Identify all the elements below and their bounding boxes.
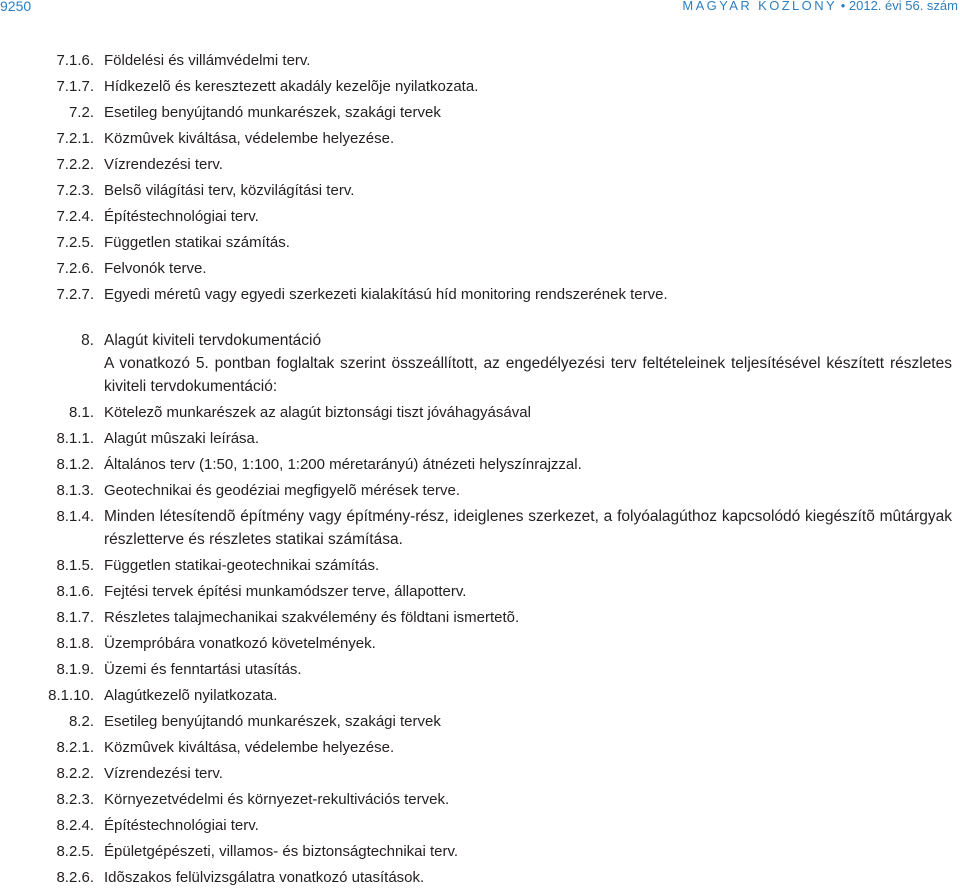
section-description: A vonatkozó 5. pontban foglaltak szerint összeállított, az engedélyezési terv feltételeinek teljesítésével készített részletes kiviteli tervdokumentáció:	[104, 355, 952, 395]
item-number: 8.1.6.	[56, 583, 94, 600]
item-number: 8.1.4.	[56, 508, 94, 525]
item-number: 7.1.6.	[56, 52, 94, 69]
section-8-list	[0, 403, 960, 894]
list-item	[0, 51, 960, 77]
item-text: Fejtési tervek építési munkamódszer terve, állapotterv.	[104, 583, 467, 600]
list-item	[0, 816, 960, 842]
item-number: 8.2.3.	[56, 791, 94, 808]
item-number: 8.1.8.	[56, 635, 94, 652]
item-number: 8.1.9.	[56, 661, 94, 678]
item-text: Felvonók terve.	[104, 260, 207, 277]
item-text: Közmûvek kiváltása, védelembe helyezése.	[104, 130, 395, 147]
item-text: Építéstechnológiai terv.	[104, 817, 259, 834]
list-item	[0, 233, 960, 259]
item-number: 8.2.	[68, 713, 94, 730]
item-text: Építéstechnológiai terv.	[104, 208, 259, 225]
section-title: Alagút kiviteli tervdokumentáció	[104, 332, 322, 349]
item-text: Alagút mûszaki leírása.	[104, 430, 260, 447]
list-item	[0, 455, 960, 481]
item-number: 8.1.10.	[48, 687, 94, 704]
item-number: 7.1.7.	[56, 78, 94, 95]
section-heading	[0, 331, 960, 352]
item-text: Független statikai számítás.	[104, 234, 290, 251]
item-text: Minden létesítendõ építmény vagy építmény-rész, ideiglenes szerkezet, a folyóalagúthoz kapcsolódó kiegészítõ mûtárgyak részletterve és részletes statikai számítása.	[104, 508, 952, 548]
item-text: Vízrendezési terv.	[104, 156, 223, 173]
item-number: 8.2.1.	[56, 739, 94, 756]
item-text: Épületgépészeti, villamos- és biztonságtechnikai terv.	[104, 843, 459, 860]
journal-title	[682, 0, 958, 13]
list-item	[0, 481, 960, 507]
item-text: Geotechnikai és geodéziai megfigyelõ mérések terve.	[104, 482, 461, 499]
list-item	[0, 129, 960, 155]
item-number: 8.2.4.	[56, 817, 94, 834]
item-number: 7.2.6.	[56, 260, 94, 277]
issue-label: 2012. évi 56. szám	[848, 0, 958, 13]
item-text: Részletes talajmechanikai szakvélemény és földtani ismertetõ.	[104, 609, 520, 626]
list-item	[0, 507, 960, 556]
list-item	[0, 790, 960, 816]
list-item	[0, 660, 960, 686]
list-item	[0, 155, 960, 181]
item-text: Független statikai-geotechnikai számítás.	[104, 557, 380, 574]
item-text: Idõszakos felülvizsgálatra vonatkozó utasítások.	[104, 869, 425, 886]
section-7-list	[0, 51, 960, 311]
list-item	[0, 764, 960, 790]
list-item	[0, 634, 960, 660]
item-text: Egyedi méretû vagy egyedi szerkezeti kialakítású híd monitoring rendszerének terve.	[104, 286, 668, 303]
list-item	[0, 868, 960, 894]
item-number: 7.2.5.	[56, 234, 94, 251]
list-item	[0, 77, 960, 103]
list-item	[0, 103, 960, 129]
item-number: 8.1.3.	[56, 482, 94, 499]
item-number: 8.2.2.	[56, 765, 94, 782]
item-text: Kötelezõ munkarészek az alagút biztonsági tiszt jóváhagyásával	[104, 404, 531, 421]
item-text: Esetileg benyújtandó munkarészek, szakági tervek	[104, 713, 441, 730]
item-text: Általános terv (1:50, 1:100, 1:200 méretarányú) átnézeti helyszínrajzzal.	[104, 456, 582, 473]
list-item	[0, 842, 960, 868]
item-text: Alagútkezelõ nyilatkozata.	[104, 687, 278, 704]
page-number: 9250	[0, 0, 32, 14]
item-number: 7.2.1.	[56, 130, 94, 147]
list-item	[0, 403, 960, 429]
item-number: 7.2.4.	[56, 208, 94, 225]
item-number: 7.2.3.	[56, 182, 94, 199]
item-text: Vízrendezési terv.	[104, 765, 223, 782]
item-text: Környezetvédelmi és környezet-rekultivációs tervek.	[104, 791, 450, 808]
list-item	[0, 712, 960, 738]
list-item	[0, 608, 960, 634]
item-number: 7.2.7.	[56, 286, 94, 303]
item-text: Üzemi és fenntartási utasítás.	[104, 661, 302, 678]
bullet-separator: •	[840, 0, 846, 13]
item-number: 8.2.5.	[56, 843, 94, 860]
item-text: Üzempróbára vonatkozó követelmények.	[104, 635, 376, 652]
item-number: 8.1.7.	[56, 609, 94, 626]
item-number: 8.2.6.	[56, 869, 94, 886]
item-number: 7.2.2.	[56, 156, 94, 173]
list-item	[0, 686, 960, 712]
item-text: Esetileg benyújtandó munkarészek, szakági tervek	[104, 104, 441, 121]
list-item	[0, 429, 960, 455]
item-text: Földelési és villámvédelmi terv.	[104, 52, 311, 69]
list-item	[0, 285, 960, 311]
list-item	[0, 738, 960, 764]
list-item	[0, 181, 960, 207]
list-item	[0, 259, 960, 285]
item-text: Hídkezelõ és keresztezett akadály kezelõje nyilatkozata.	[104, 78, 479, 95]
item-number: 8.1.1.	[56, 430, 94, 447]
list-item	[0, 207, 960, 233]
item-number: 8.1.2.	[56, 456, 94, 473]
item-text: Belsõ világítási terv, közvilágítási terv.	[104, 182, 355, 199]
journal-name: MAGYAR KÖZLÖNY	[682, 0, 838, 13]
page-header	[0, 0, 960, 16]
list-item	[0, 556, 960, 582]
section-number: 8.	[81, 332, 94, 349]
item-number: 8.1.	[68, 404, 94, 421]
item-number: 7.2.	[68, 104, 94, 121]
item-number: 8.1.5.	[56, 557, 94, 574]
list-item	[0, 582, 960, 608]
item-text: Közmûvek kiváltása, védelembe helyezése.	[104, 739, 395, 756]
